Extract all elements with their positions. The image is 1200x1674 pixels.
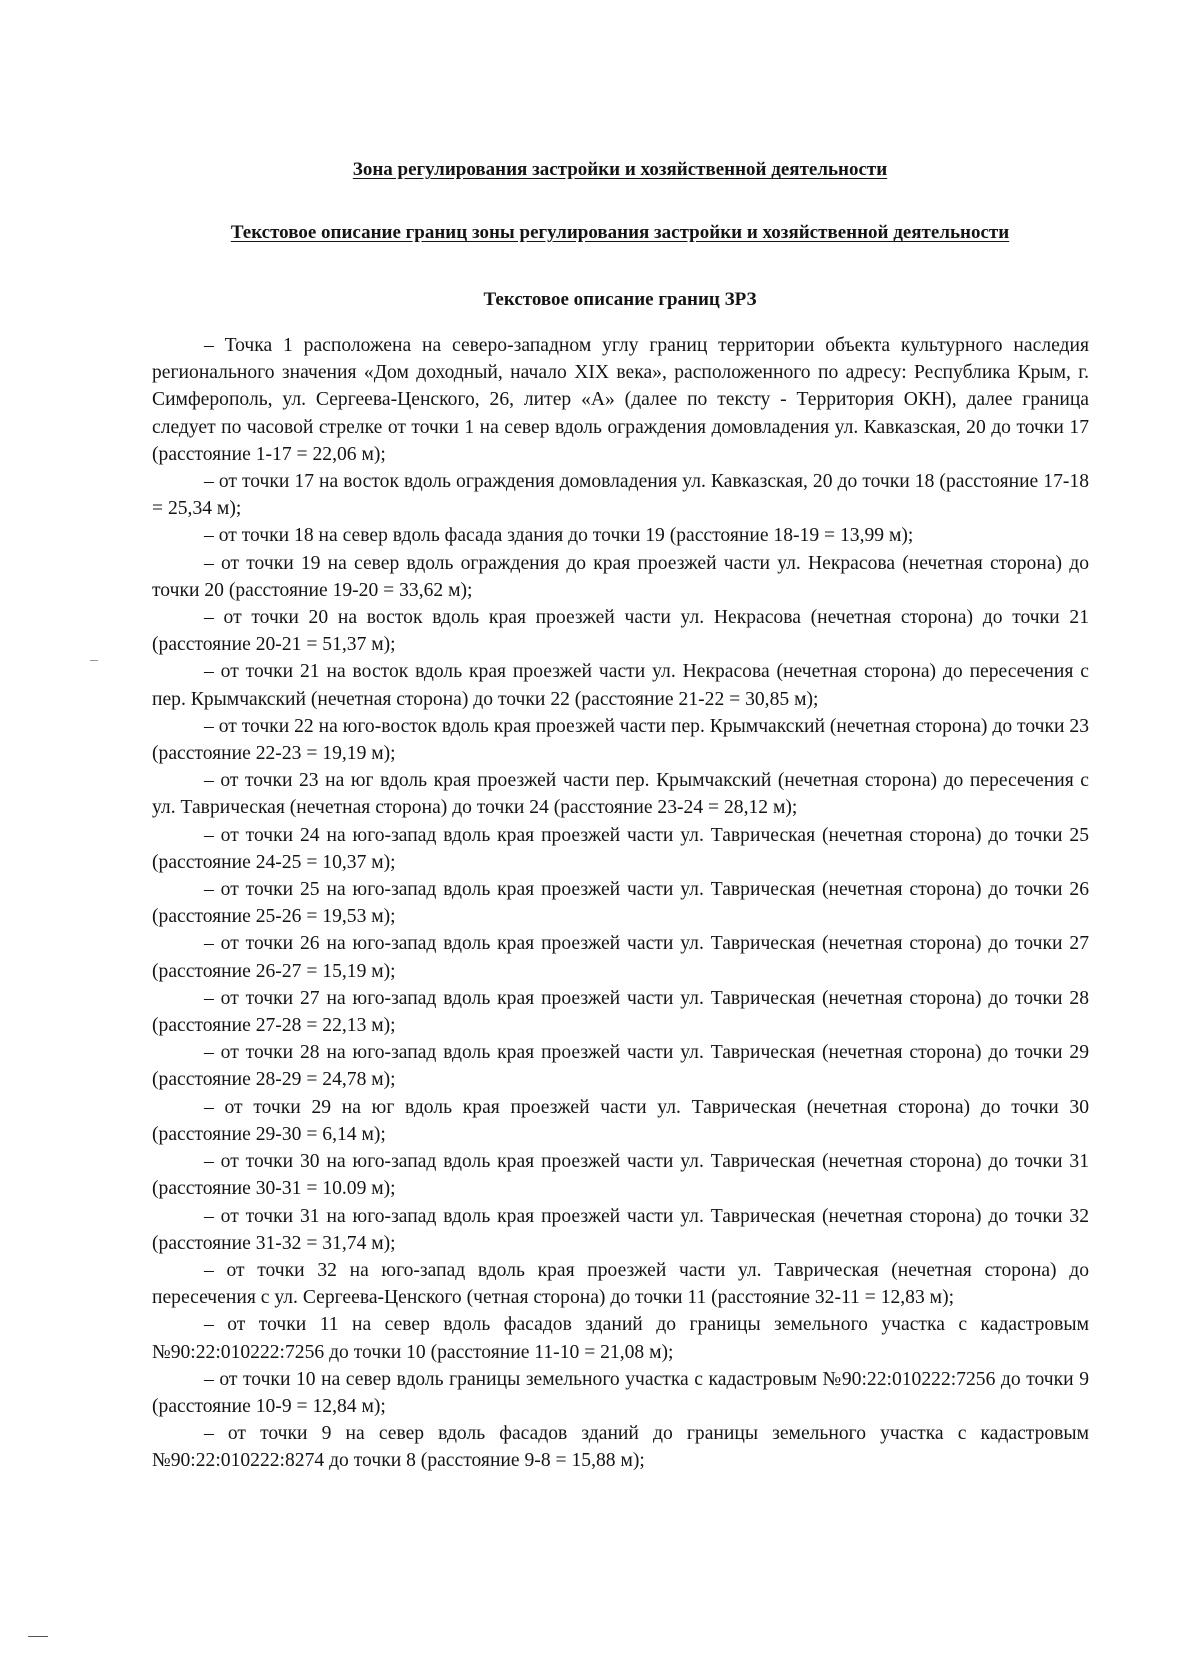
paragraph: – от точки 19 на север вдоль ограждения до края проезжей части ул. Некрасова (нечетная сторона) до точки 20 (расстояние 19-20 = 33,62 м); xyxy=(152,552,1089,601)
paragraph: – от точки 30 на юго-запад вдоль края проезжей части ул. Таврическая (нечетная сторона) до точки 31 (расстояние 30-31 = 10.09 м); xyxy=(152,1151,1089,1200)
paragraph: – от точки 32 на юго-запад вдоль края проезжей части ул. Таврическая (нечетная сторона) до пересечения с ул. Сергеева-Ценского (четная сторона) до точки 11 (расстояние 32-11 = 12,83 м); xyxy=(152,1259,1089,1309)
scan-artifact-mark xyxy=(90,660,98,661)
document-subtitle: Текстовое описание границ зоны регулирования застройки и хозяйственной деятельности xyxy=(230,222,1010,243)
paragraph: – от точки 29 на юг вдоль края проезжей части ул. Таврическая (нечетная сторона) до точки 30 (расстояние 29-30 = 6,14 м); xyxy=(152,1096,1089,1145)
paragraph: – от точки 25 на юго-запад вдоль края проезжей части ул. Таврическая (нечетная сторона) до точки 26 (расстояние 25-26 = 19,53 м); xyxy=(152,879,1089,928)
paragraph: – от точки 20 на восток вдоль края проезжей части ул. Некрасова (нечетная сторона) до точки 21 (расстояние 20-21 = 51,37 м); xyxy=(152,607,1089,656)
paragraph: – от точки 21 на восток вдоль края проезжей части ул. Некрасова (нечетная сторона) до пересечения с пер. Крымчакский (нечетная сторона) до точки 22 (расстояние 21-22 = 30,85 м); xyxy=(152,661,1089,710)
paragraph: – от точки 11 на север вдоль фасадов зданий до границы земельного участка с кадастровым №90:22:010222:7256 до точки 10 (расстояние 11-10 = 21,08 м); xyxy=(152,1314,1089,1363)
scan-artifact-dash xyxy=(28,1636,48,1637)
paragraph: – от точки 9 на север вдоль фасадов зданий до границы земельного участка с кадастровым №90:22:010222:8274 до точки 8 (расстояние 9-8 = 15,88 м); xyxy=(152,1423,1089,1472)
paragraph: – Точка 1 расположена на северо-западном углу границ территории объекта культурного наследия регионального значения «Дом доходный, начало XIX века», расположенного по адресу: Республика Крым, г. Симферополь, ул. Сергеева-Ценского, 26, литер «А» (далее по тексту - Территория ОКН), далее граница следует по часовой стрелке от точки 1 на север вдоль ограждения домовладения ул. Кавказская, 20 до точки 17 (расстояние 1-17 = 22,06 м); xyxy=(152,335,1089,465)
paragraph: – от точки 27 на юго-запад вдоль края проезжей части ул. Таврическая (нечетная сторона) до точки 28 (расстояние 27-28 = 22,13 м); xyxy=(152,987,1089,1037)
paragraph: – от точки 23 на юг вдоль края проезжей части пер. Крымчакский (нечетная сторона) до пересечения с ул. Таврическая (нечетная сторона) до точки 24 (расстояние 23-24 = 28,12 м); xyxy=(152,770,1089,819)
paragraph: – от точки 10 на север вдоль границы земельного участка с кадастровым №90:22:010222:7256 до точки 9 (расстояние 10-9 = 12,84 м); xyxy=(152,1368,1089,1417)
paragraph: – от точки 28 на юго-запад вдоль края проезжей части ул. Таврическая (нечетная сторона) до точки 29 (расстояние 28-29 = 24,78 м); xyxy=(152,1042,1089,1091)
section-heading: Текстовое описание границ ЗРЗ xyxy=(483,289,757,310)
paragraph: – от точки 26 на юго-запад вдоль края проезжей части ул. Таврическая (нечетная сторона) до точки 27 (расстояние 26-27 = 15,19 м); xyxy=(152,933,1089,982)
paragraph: – от точки 18 на север вдоль фасада здания до точки 19 (расстояние 18-19 = 13,99 м); xyxy=(204,525,914,547)
boundary-description xyxy=(152,332,1089,1475)
paragraph: – от точки 22 на юго-восток вдоль края проезжей части пер. Крымчакский (нечетная сторона) до точки 23 (расстояние 22-23 = 19,19 м); xyxy=(152,715,1089,765)
document-title: Зона регулирования застройки и хозяйственной деятельности xyxy=(352,159,888,180)
paragraph: – от точки 17 на восток вдоль ограждения домовладения ул. Кавказская, 20 до точки 18 (расстояние 17-18 = 25,34 м); xyxy=(152,471,1089,520)
paragraph: – от точки 31 на юго-запад вдоль края проезжей части ул. Таврическая (нечетная сторона) до точки 32 (расстояние 31-32 = 31,74 м); xyxy=(152,1205,1089,1254)
paragraph: – от точки 24 на юго-запад вдоль края проезжей части ул. Таврическая (нечетная сторона) до точки 25 (расстояние 24-25 = 10,37 м); xyxy=(152,824,1089,873)
